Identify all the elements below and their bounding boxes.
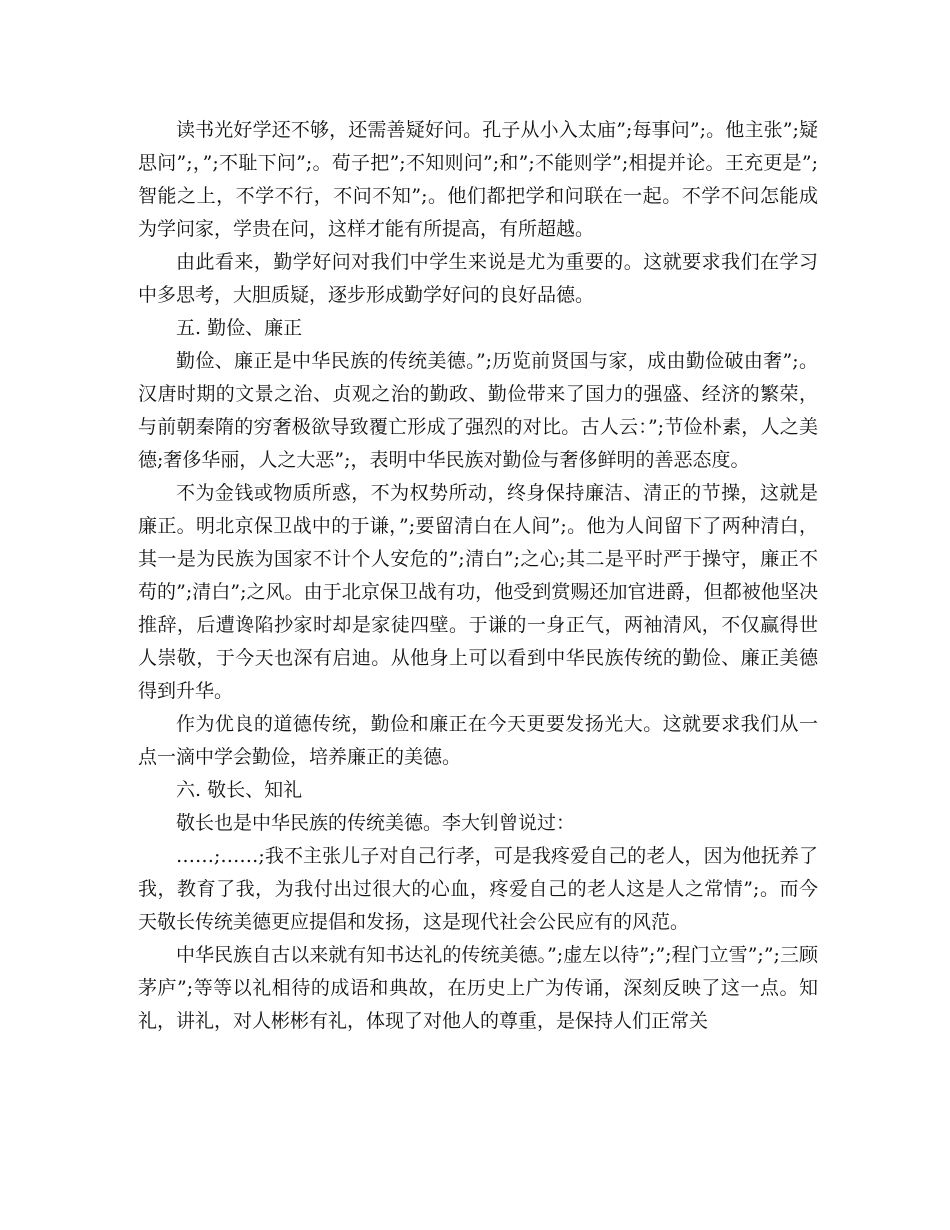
paragraph-thrift-intro: 勤俭、廉正是中华民族的传统美德。”;历览前贤国与家，成由勤俭破由奢”;。汉唐时期的文景之治、贞观之治的勤政、勤俭带来了国力的强盛、经济的繁荣，与前朝秦隋的穷奢极欲导致覆亡形成了强烈的对比。古人云：”;节俭朴素，人之美德;奢侈华丽，人之大恶”;，表明中华民族对勤俭与奢侈鲜明的善恶态度。 — [138, 350, 818, 471]
paragraph-yu-qian: 不为金钱或物质所惑，不为权势所动，终身保持廉洁、清正的节操，这就是廉正。明北京保卫战中的于谦，”;要留清白在人间”;。他为人间留下了两种清白，其一是为民族为国家不计个人安危的”;清白”;之心;其二是平时严于操守，廉正不苟的”;清白”;之风。由于北京保卫战有功，他受到赏赐还加官进爵，但都被他坚决推辞，后遭谗陷抄家时却是家徒四壁。于谦的一身正气，两袖清风，不仅赢得世人崇敬，于今天也深有启迪。从他身上可以看到中华民族传统的勤俭、廉正美德得到升华。 — [138, 482, 818, 702]
paragraph-li-dazhao-quote: ……;……;我不主张儿子对自己行孝，可是我疼爱自己的老人，因为他抚养了我，教育了我，为我付出过很大的心血，疼爱自己的老人这是人之常情”;。而今天敬长传统美德更应提倡和发扬，这是现代社会公民应有的风范。 — [138, 845, 818, 933]
section-heading-thrift-integrity: 五. 勤俭、廉正 — [176, 317, 303, 339]
paragraph-etiquette: 中华民族自古以来就有知书达礼的传统美德。”;虚左以待”;”;程门立雪”;”;三顾茅庐”;等等以礼相待的成语和典故，在历史上广为传诵，深刻反映了这一点。知礼，讲礼，对人彬彬有礼，体现了对他人的尊重，是保持人们正常关 — [138, 944, 818, 1032]
paragraph-thrift-summary: 作为优良的道德传统，勤俭和廉正在今天更要发扬光大。这就要求我们从一点一滴中学会勤俭，培养廉正的美德。 — [138, 713, 818, 768]
paragraph-respect-elders-intro: 敬长也是中华民族的传统美德。李大钊曾说过： — [176, 812, 576, 834]
paragraph-question-asking: 读书光好学还不够，还需善疑好问。孔子从小入太庙”;每事问”;。他主张”;疑思问”;，”;不耻下问”;。荀子把”;不知则问”;和”;不能则学”;相提并论。王充更是”;智能之上，不学不行，不问不知”;。他们都把学和问联在一起。不学不问怎能成为学问家，学贵在问，这样才能有所提高，有所超越。 — [138, 119, 818, 240]
section-heading-respect-etiquette: 六. 敬长、知礼 — [176, 779, 303, 801]
document-body — [138, 114, 818, 1038]
paragraph-diligent-study-summary: 由此看来，勤学好问对我们中学生来说是尤为重要的。这就要求我们在学习中多思考，大胆质疑，逐步形成勤学好问的良好品德。 — [138, 251, 818, 306]
